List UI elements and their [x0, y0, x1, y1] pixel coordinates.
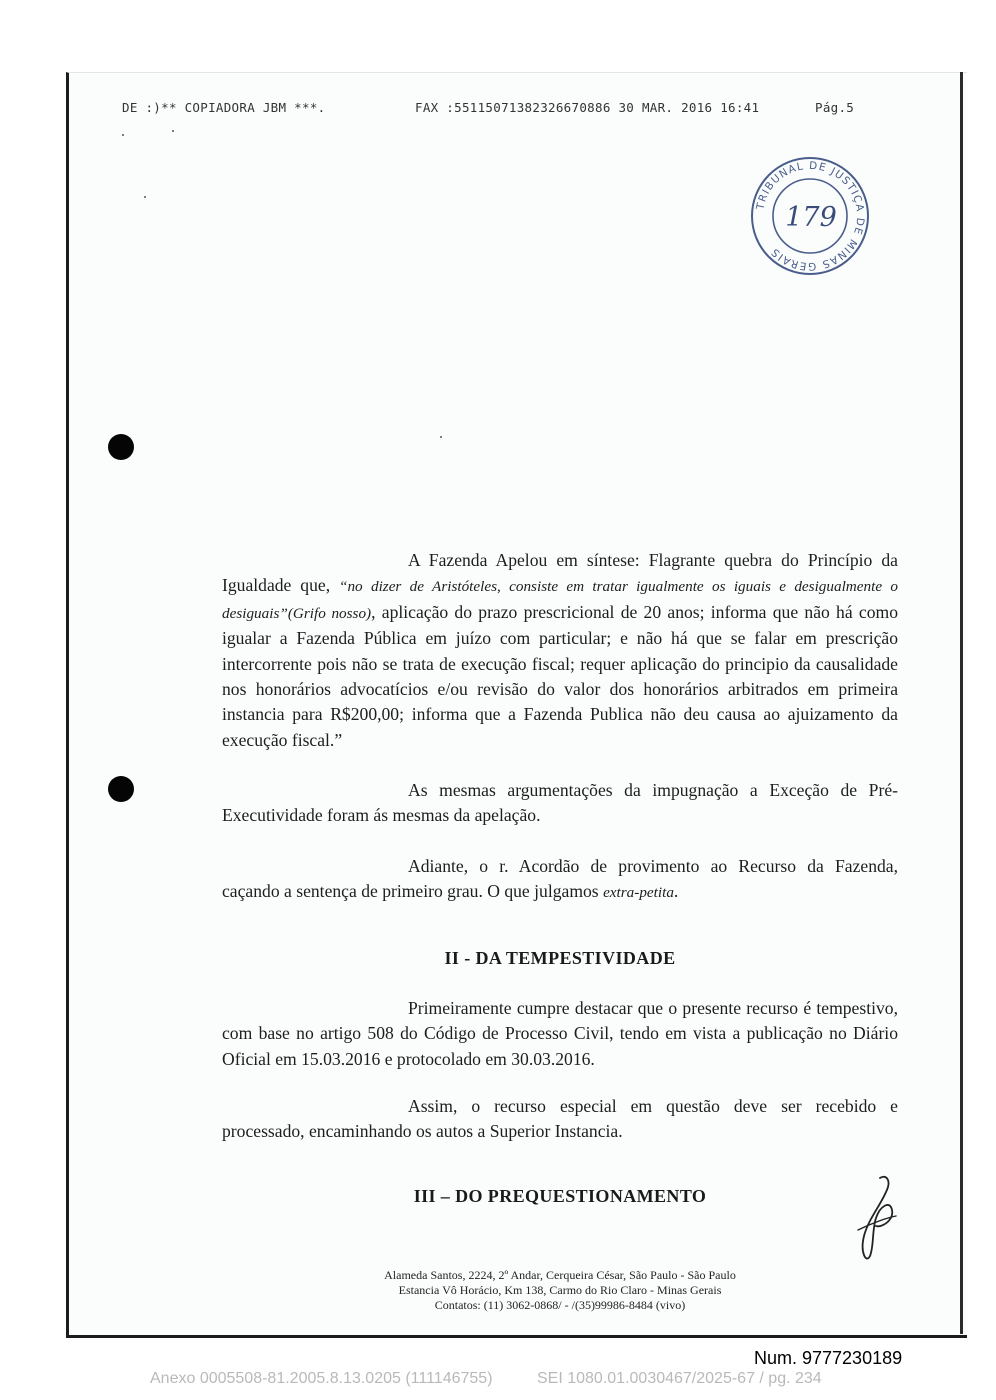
document-number: Num. 9777230189	[754, 1348, 903, 1368]
footer-contacts: Contatos: (11) 3062-0868/ - /(35)99986-8484 (vivo)	[434, 1298, 686, 1312]
seal-folio-number: 179	[785, 202, 837, 233]
court-seal-stamp	[748, 154, 872, 278]
handwritten-signature	[846, 1170, 906, 1270]
paragraph-acordao-end: .	[673, 881, 679, 902]
seal-icon	[748, 154, 872, 278]
paragraph-acordao-text: Adiante, o r. Acordão de provimento ao Recurso da Fazenda, caçando a sentença de primeiro grau. O que julgamos	[222, 856, 898, 902]
signature-icon	[846, 1170, 906, 1270]
punch-hole-bottom	[108, 776, 134, 802]
scan-speck	[440, 436, 442, 438]
paragraph-assim: Assim, o recurso especial em questão deve ser recebido e processado, encaminhando os autos a Superior Instancia.	[222, 1096, 898, 1142]
footer-address-sao-paulo: Alameda Santos, 2224, 2º Andar, Cerqueira César, São Paulo - São Paulo	[384, 1268, 736, 1282]
page-edge-shadow	[960, 72, 963, 1334]
paragraph-acordao	[222, 854, 898, 906]
paragraph-fazenda-appeal	[222, 548, 898, 753]
extra-petita-term: extra-petita	[603, 884, 674, 902]
aristotle-quote: “no dizer de Aristóteles, consiste em tratar igualmente os iguais e desigualmente o desiguais”(Grifo nosso)	[222, 578, 898, 622]
letterhead-footer	[222, 1268, 898, 1313]
fax-header-number-date: FAX :55115071382326670886 30 MAR. 2016 16:41	[415, 100, 760, 115]
paragraph-same-arguments: As mesmas argumentações da impugnação a Exceção de Pré-Executividade foram ás mesmas da apelação.	[222, 780, 898, 826]
annex-footer-right: SEI 1080.01.0030467/2025-67 / pg. 234	[537, 1370, 822, 1387]
heading-tempestividade: II - DA TEMPESTIVIDADE	[444, 948, 676, 968]
scan-speck	[172, 130, 174, 132]
paragraph-tempestividade: Primeiramente cumpre destacar que o presente recurso é tempestivo, com base no artigo 508 do Código de Processo Civil, tendo em vista a publicação no Diário Oficial em 15.03.2016 e protocolado em 30.03.2016.	[222, 998, 898, 1069]
scan-speck	[122, 134, 124, 136]
heading-prequestionamento: III – DO PREQUESTIONAMENTO	[413, 1186, 707, 1206]
seal-ring-text: TRIBUNAL DE JUSTIÇA DE MINAS GERAIS	[754, 159, 867, 273]
punch-hole-top	[108, 434, 134, 460]
annex-footer-left: Anexo 0005508-81.2005.8.13.0205 (111146755)	[150, 1370, 493, 1387]
scan-speck	[144, 196, 146, 198]
fax-header-from: DE :)** COPIADORA JBM ***.	[122, 100, 326, 115]
paragraph-fazenda-appeal-rest: , aplicação do prazo prescricional de 20 anos; informa que não há como igualar a Fazenda Pública em juízo com particular; e não há que se falar em prescrição intercorrente pois não se trata de execução fiscal; requer aplicação do principio da causalidade nos honorários advocatícios e/ou revisão do valor dos honorários arbitrados em primeira instancia para R$200,00; informa que a Fazenda Publica não deu causa ao ajuizamento da execução fiscal.”	[222, 601, 898, 750]
paragraph-fazenda-appeal-lead: A Fazenda Apelou em síntese: Flagrante quebra do Princípio da Igualdade que,	[222, 550, 898, 596]
footer-address-minas-gerais: Estancia Vô Horácio, Km 138, Carmo do Rio Claro - Minas Gerais	[398, 1283, 722, 1297]
fax-header-page: Pág.5	[815, 100, 855, 115]
